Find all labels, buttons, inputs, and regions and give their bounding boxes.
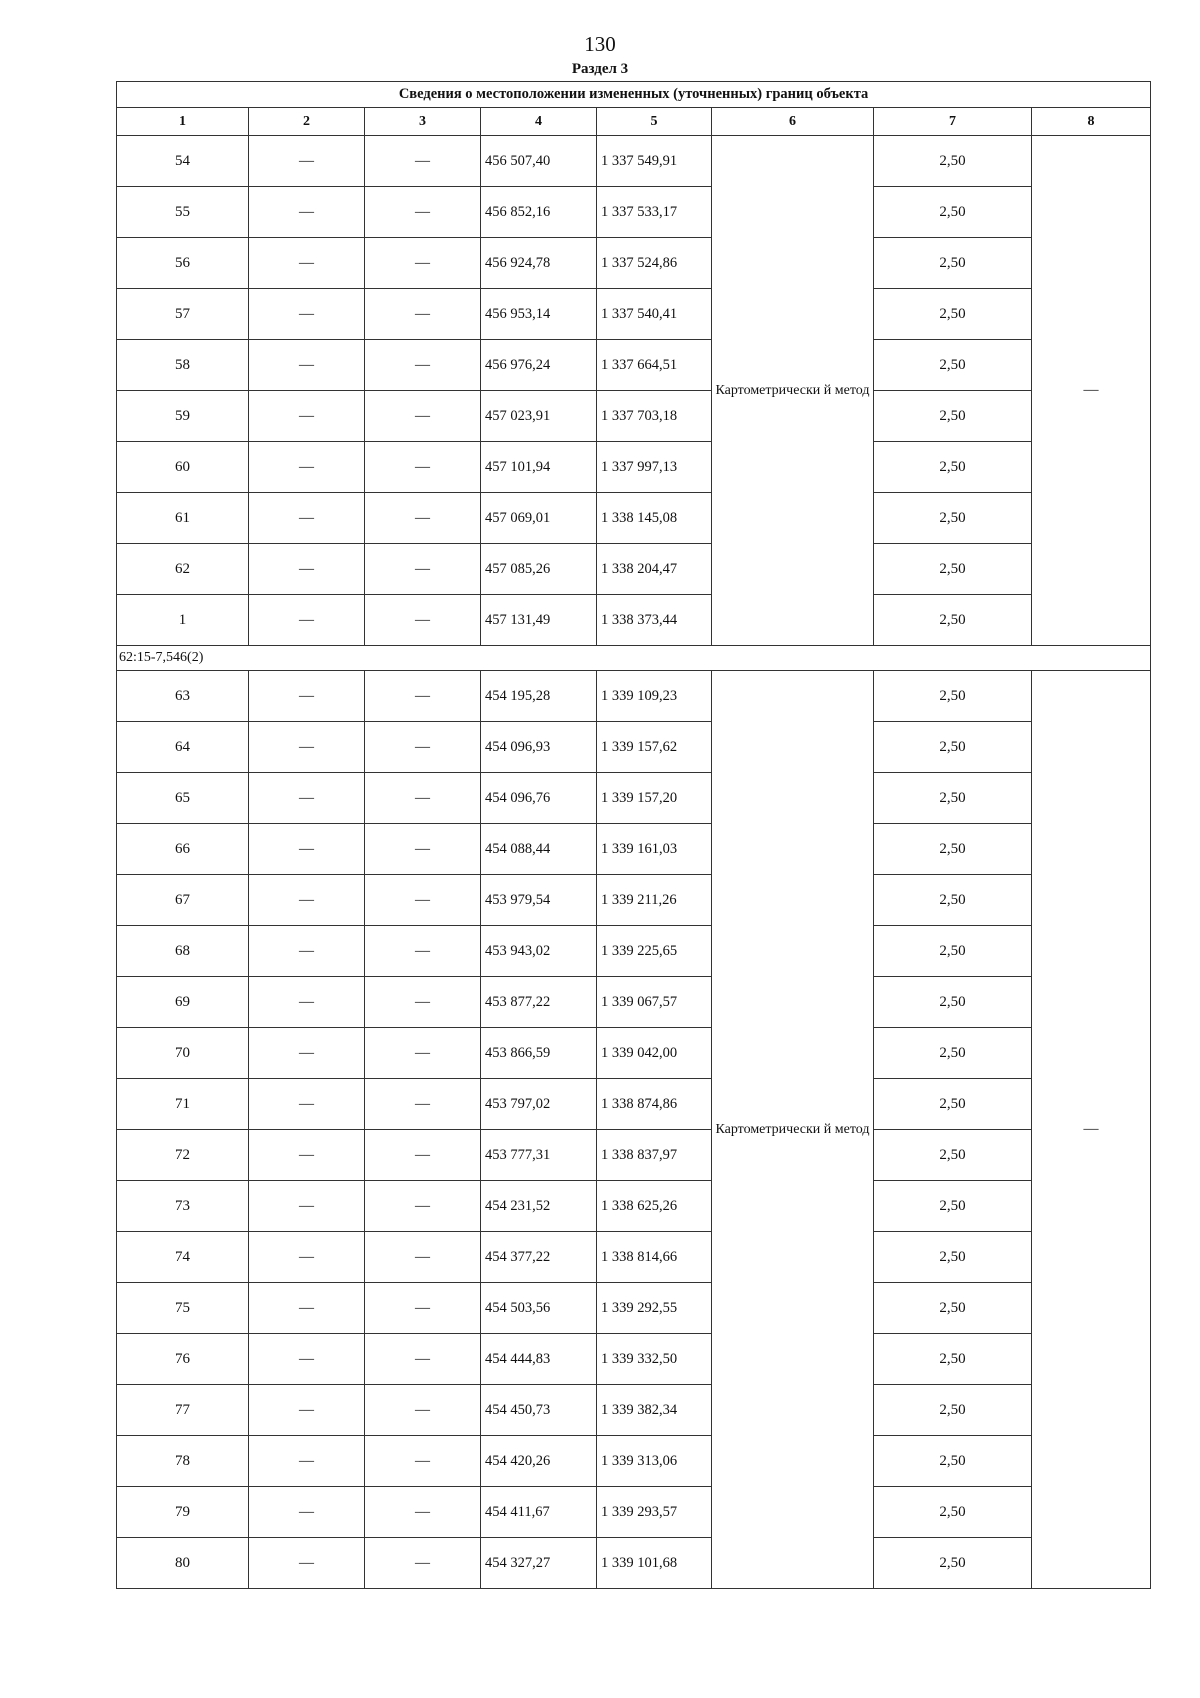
accuracy: 2,50 <box>874 289 1032 340</box>
point-number: 74 <box>117 1232 249 1283</box>
point-number: 59 <box>117 391 249 442</box>
point-number: 70 <box>117 1028 249 1079</box>
col3-dash: — <box>365 187 481 238</box>
coord-y: 1 337 524,86 <box>597 238 712 289</box>
accuracy: 2,50 <box>874 773 1032 824</box>
accuracy: 2,50 <box>874 926 1032 977</box>
coord-y: 1 339 313,06 <box>597 1436 712 1487</box>
accuracy: 2,50 <box>874 1232 1032 1283</box>
col2-dash: — <box>249 1028 365 1079</box>
table-row <box>117 1028 1151 1079</box>
accuracy: 2,50 <box>874 1130 1032 1181</box>
coord-y: 1 338 874,86 <box>597 1079 712 1130</box>
col3-dash: — <box>365 544 481 595</box>
accuracy: 2,50 <box>874 875 1032 926</box>
table-row <box>117 773 1151 824</box>
table-body <box>117 82 1151 1589</box>
table-row <box>117 187 1151 238</box>
table-caption-row <box>117 82 1151 108</box>
col3-dash: — <box>365 1385 481 1436</box>
point-number: 64 <box>117 722 249 773</box>
col3-dash: — <box>365 824 481 875</box>
coord-y: 1 339 101,68 <box>597 1538 712 1589</box>
coord-y: 1 339 157,62 <box>597 722 712 773</box>
point-number: 55 <box>117 187 249 238</box>
table-row <box>117 824 1151 875</box>
parcel-label: 62:15-7,546(2) <box>117 646 1151 671</box>
point-number: 62 <box>117 544 249 595</box>
coord-y: 1 339 042,00 <box>597 1028 712 1079</box>
coord-x: 456 953,14 <box>481 289 597 340</box>
col2-dash: — <box>249 671 365 722</box>
point-number: 65 <box>117 773 249 824</box>
col3-dash: — <box>365 875 481 926</box>
coord-x: 457 131,49 <box>481 595 597 646</box>
accuracy: 2,50 <box>874 238 1032 289</box>
point-number: 72 <box>117 1130 249 1181</box>
column-number-row <box>117 108 1151 136</box>
col2-dash: — <box>249 493 365 544</box>
coord-x: 454 444,83 <box>481 1334 597 1385</box>
accuracy: 2,50 <box>874 595 1032 646</box>
table-caption: Сведения о местоположении измененных (уточненных) границ объекта <box>117 82 1151 108</box>
table-row <box>117 1130 1151 1181</box>
col3-dash: — <box>365 595 481 646</box>
coord-y: 1 339 382,34 <box>597 1385 712 1436</box>
point-number: 75 <box>117 1283 249 1334</box>
table-row <box>117 493 1151 544</box>
col2-dash: — <box>249 1079 365 1130</box>
point-number: 1 <box>117 595 249 646</box>
point-number: 61 <box>117 493 249 544</box>
col3-dash: — <box>365 493 481 544</box>
coord-y: 1 337 540,41 <box>597 289 712 340</box>
column-number: 5 <box>597 108 712 136</box>
coord-y: 1 337 664,51 <box>597 340 712 391</box>
table-row <box>117 1385 1151 1436</box>
point-number: 58 <box>117 340 249 391</box>
col2-dash: — <box>249 238 365 289</box>
accuracy: 2,50 <box>874 1436 1032 1487</box>
method-cell: Картометрически й метод <box>712 671 874 1589</box>
col2-dash: — <box>249 1385 365 1436</box>
coord-y: 1 339 109,23 <box>597 671 712 722</box>
coord-y: 1 339 161,03 <box>597 824 712 875</box>
col3-dash: — <box>365 722 481 773</box>
method-cell: Картометрически й метод <box>712 136 874 646</box>
col3-dash: — <box>365 1538 481 1589</box>
coord-x: 454 377,22 <box>481 1232 597 1283</box>
page-number: 130 <box>584 32 616 56</box>
accuracy: 2,50 <box>874 722 1032 773</box>
accuracy: 2,50 <box>874 493 1032 544</box>
col2-dash: — <box>249 1538 365 1589</box>
coord-x: 454 096,76 <box>481 773 597 824</box>
col3-dash: — <box>365 289 481 340</box>
coord-x: 454 411,67 <box>481 1487 597 1538</box>
col2-dash: — <box>249 1181 365 1232</box>
point-number: 73 <box>117 1181 249 1232</box>
table-row <box>117 136 1151 187</box>
point-number: 78 <box>117 1436 249 1487</box>
coord-y: 1 337 549,91 <box>597 136 712 187</box>
col3-dash: — <box>365 1283 481 1334</box>
table-row <box>117 1538 1151 1589</box>
accuracy: 2,50 <box>874 1181 1032 1232</box>
coord-y: 1 339 332,50 <box>597 1334 712 1385</box>
accuracy: 2,50 <box>874 824 1032 875</box>
col2-dash: — <box>249 1487 365 1538</box>
accuracy: 2,50 <box>874 1538 1032 1589</box>
coord-y: 1 338 204,47 <box>597 544 712 595</box>
col2-dash: — <box>249 544 365 595</box>
coord-y: 1 338 837,97 <box>597 1130 712 1181</box>
boundary-coordinates-table <box>116 81 1151 1589</box>
col2-dash: — <box>249 340 365 391</box>
table-row <box>117 1283 1151 1334</box>
coord-x: 454 195,28 <box>481 671 597 722</box>
accuracy: 2,50 <box>874 1283 1032 1334</box>
coord-x: 456 924,78 <box>481 238 597 289</box>
coord-x: 454 096,93 <box>481 722 597 773</box>
accuracy: 2,50 <box>874 1487 1032 1538</box>
coord-y: 1 339 293,57 <box>597 1487 712 1538</box>
accuracy: 2,50 <box>874 671 1032 722</box>
table-row <box>117 722 1151 773</box>
col3-dash: — <box>365 238 481 289</box>
coord-x: 454 327,27 <box>481 1538 597 1589</box>
coord-x: 456 852,16 <box>481 187 597 238</box>
col2-dash: — <box>249 1283 365 1334</box>
point-number: 67 <box>117 875 249 926</box>
col3-dash: — <box>365 1181 481 1232</box>
point-number: 66 <box>117 824 249 875</box>
coord-x: 457 101,94 <box>481 442 597 493</box>
coord-x: 456 507,40 <box>481 136 597 187</box>
coord-x: 456 976,24 <box>481 340 597 391</box>
col3-dash: — <box>365 1028 481 1079</box>
coord-x: 457 023,91 <box>481 391 597 442</box>
point-number: 77 <box>117 1385 249 1436</box>
coord-y: 1 337 533,17 <box>597 187 712 238</box>
col2-dash: — <box>249 875 365 926</box>
column-number: 7 <box>874 108 1032 136</box>
point-number: 80 <box>117 1538 249 1589</box>
accuracy: 2,50 <box>874 544 1032 595</box>
col2-dash: — <box>249 824 365 875</box>
column-number: 2 <box>249 108 365 136</box>
coord-y: 1 339 292,55 <box>597 1283 712 1334</box>
table-row <box>117 340 1151 391</box>
coord-x: 454 450,73 <box>481 1385 597 1436</box>
coord-x: 453 979,54 <box>481 875 597 926</box>
accuracy: 2,50 <box>874 977 1032 1028</box>
col3-dash: — <box>365 1130 481 1181</box>
coord-x: 453 877,22 <box>481 977 597 1028</box>
section-title: Раздел 3 <box>571 61 629 77</box>
col3-dash: — <box>365 671 481 722</box>
column-number: 1 <box>117 108 249 136</box>
col2-dash: — <box>249 926 365 977</box>
table-row <box>117 442 1151 493</box>
coord-y: 1 339 211,26 <box>597 875 712 926</box>
coord-y: 1 338 814,66 <box>597 1232 712 1283</box>
coord-y: 1 337 997,13 <box>597 442 712 493</box>
point-number: 57 <box>117 289 249 340</box>
coord-x: 453 943,02 <box>481 926 597 977</box>
col3-dash: — <box>365 391 481 442</box>
table-row <box>117 1487 1151 1538</box>
column-number: 8 <box>1032 108 1151 136</box>
col3-dash: — <box>365 773 481 824</box>
col3-dash: — <box>365 926 481 977</box>
accuracy: 2,50 <box>874 1334 1032 1385</box>
col3-dash: — <box>365 1079 481 1130</box>
table-row <box>117 875 1151 926</box>
col2-dash: — <box>249 391 365 442</box>
col2-dash: — <box>249 1436 365 1487</box>
col3-dash: — <box>365 977 481 1028</box>
col3-dash: — <box>365 1487 481 1538</box>
table-row <box>117 926 1151 977</box>
table-row <box>117 544 1151 595</box>
table-row <box>117 1436 1151 1487</box>
col2-dash: — <box>249 442 365 493</box>
accuracy: 2,50 <box>874 136 1032 187</box>
point-number: 60 <box>117 442 249 493</box>
point-number: 79 <box>117 1487 249 1538</box>
col8-dash: — <box>1032 136 1151 646</box>
col3-dash: — <box>365 136 481 187</box>
accuracy: 2,50 <box>874 340 1032 391</box>
col2-dash: — <box>249 977 365 1028</box>
table-row <box>117 1334 1151 1385</box>
col3-dash: — <box>365 1436 481 1487</box>
coord-y: 1 337 703,18 <box>597 391 712 442</box>
point-number: 63 <box>117 671 249 722</box>
coord-x: 453 866,59 <box>481 1028 597 1079</box>
parcel-group-row <box>117 646 1151 671</box>
accuracy: 2,50 <box>874 1385 1032 1436</box>
table-row <box>117 289 1151 340</box>
point-number: 56 <box>117 238 249 289</box>
col3-dash: — <box>365 1232 481 1283</box>
point-number: 71 <box>117 1079 249 1130</box>
col2-dash: — <box>249 1232 365 1283</box>
accuracy: 2,50 <box>874 391 1032 442</box>
coord-x: 454 420,26 <box>481 1436 597 1487</box>
col3-dash: — <box>365 1334 481 1385</box>
table-row <box>117 1079 1151 1130</box>
col3-dash: — <box>365 340 481 391</box>
coord-x: 457 085,26 <box>481 544 597 595</box>
coord-y: 1 339 157,20 <box>597 773 712 824</box>
coord-y: 1 338 145,08 <box>597 493 712 544</box>
coord-x: 454 231,52 <box>481 1181 597 1232</box>
point-number: 54 <box>117 136 249 187</box>
table-row <box>117 1232 1151 1283</box>
col2-dash: — <box>249 722 365 773</box>
col3-dash: — <box>365 442 481 493</box>
col2-dash: — <box>249 1334 365 1385</box>
column-number: 3 <box>365 108 481 136</box>
point-number: 68 <box>117 926 249 977</box>
point-number: 69 <box>117 977 249 1028</box>
coord-y: 1 339 225,65 <box>597 926 712 977</box>
col2-dash: — <box>249 289 365 340</box>
coord-y: 1 338 625,26 <box>597 1181 712 1232</box>
table-row <box>117 238 1151 289</box>
accuracy: 2,50 <box>874 1028 1032 1079</box>
table-row <box>117 671 1151 722</box>
accuracy: 2,50 <box>874 442 1032 493</box>
coord-x: 457 069,01 <box>481 493 597 544</box>
col2-dash: — <box>249 773 365 824</box>
table-row <box>117 595 1151 646</box>
column-number: 4 <box>481 108 597 136</box>
accuracy: 2,50 <box>874 187 1032 238</box>
coord-y: 1 339 067,57 <box>597 977 712 1028</box>
col2-dash: — <box>249 595 365 646</box>
col8-dash: — <box>1032 671 1151 1589</box>
table-row <box>117 391 1151 442</box>
coord-x: 454 503,56 <box>481 1283 597 1334</box>
col2-dash: — <box>249 136 365 187</box>
coord-x: 453 777,31 <box>481 1130 597 1181</box>
col2-dash: — <box>249 187 365 238</box>
point-number: 76 <box>117 1334 249 1385</box>
table-row <box>117 1181 1151 1232</box>
column-number: 6 <box>712 108 874 136</box>
table-row <box>117 977 1151 1028</box>
coord-x: 454 088,44 <box>481 824 597 875</box>
coord-y: 1 338 373,44 <box>597 595 712 646</box>
col2-dash: — <box>249 1130 365 1181</box>
accuracy: 2,50 <box>874 1079 1032 1130</box>
coord-x: 453 797,02 <box>481 1079 597 1130</box>
